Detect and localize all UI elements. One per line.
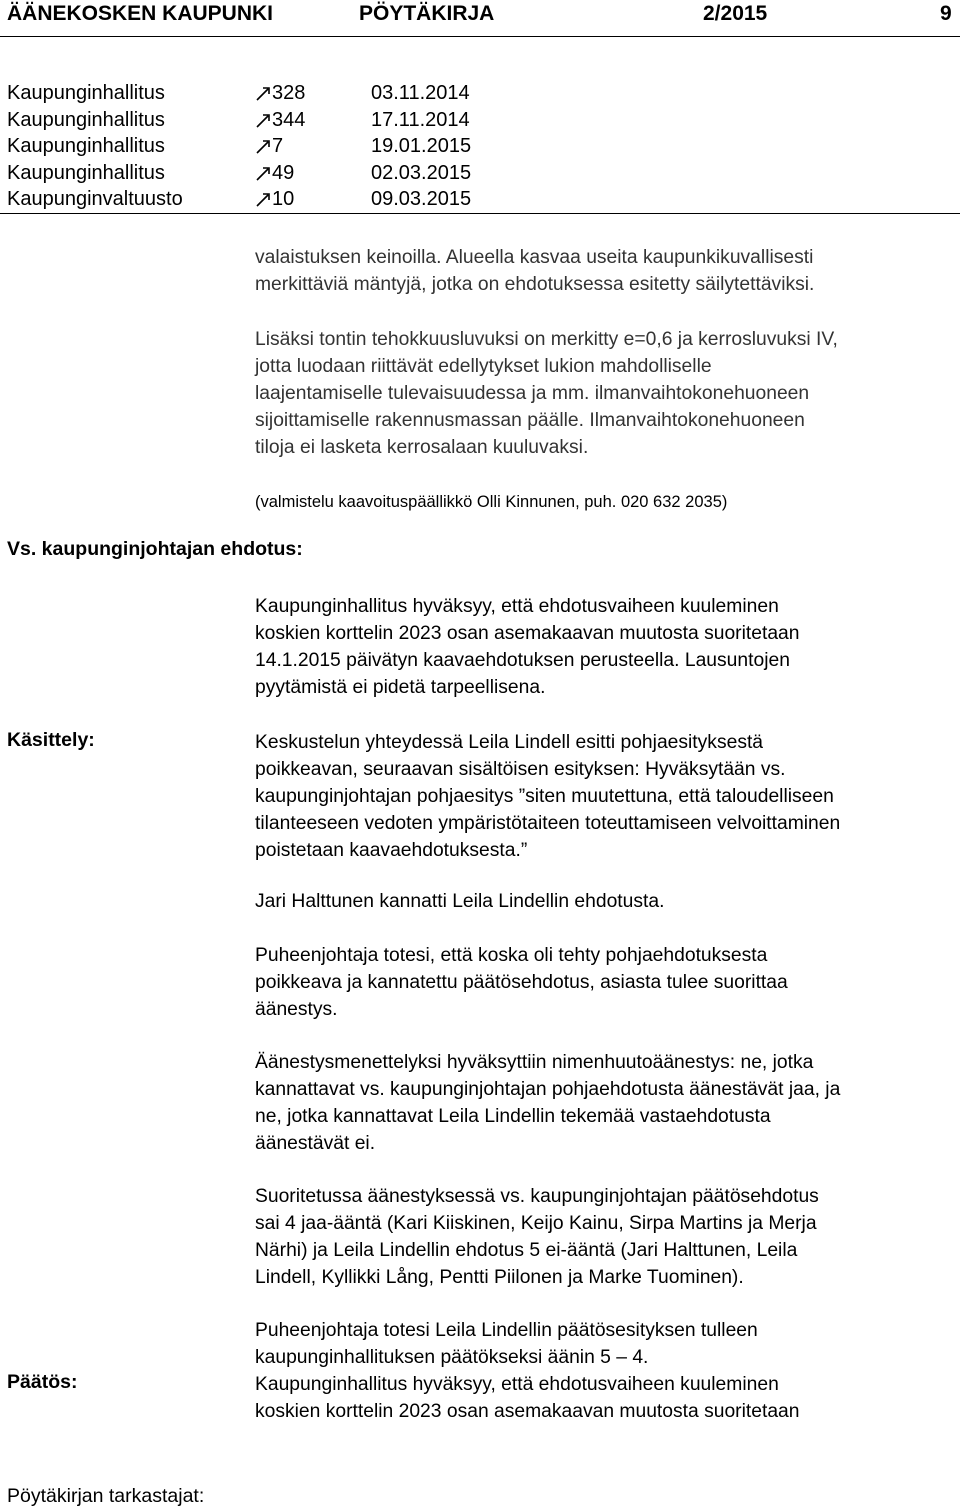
document-number: 2/2015: [703, 2, 768, 25]
history-date: 03.11.2014: [371, 82, 470, 104]
text-line: äänestys.: [255, 999, 338, 1020]
text-line: valaistuksen keinoilla. Alueella kasvaa useita kaupunkikuvallisesti: [255, 247, 814, 268]
arrow-icon: [255, 191, 271, 214]
history-body: Kaupunginhallitus: [7, 161, 165, 184]
history-body: Kaupunginhallitus: [7, 135, 165, 157]
page-header: [0, 0, 960, 30]
text-line: pyytämistä ei pidetä tarpeellisena.: [255, 677, 546, 698]
arrow-icon: [255, 138, 271, 161]
history-number: 7: [272, 135, 284, 157]
arrow-icon: [255, 112, 271, 135]
text-line: kaupunginhallituksen päätökseksi äänin 5 – 4.: [255, 1347, 649, 1368]
history-body: Kaupunginhallitus: [7, 82, 165, 104]
history-number: 344: [272, 108, 306, 131]
text-line: merkittäviä mäntyjä, jotka on ehdotuksessa esitetty säilytettäviksi.: [255, 274, 815, 295]
history-date: 02.03.2015: [371, 161, 472, 184]
arrow-icon: [255, 85, 271, 108]
history-row: [7, 188, 957, 215]
header-divider: [0, 36, 960, 37]
text-line: kannattavat vs. kaupunginjohtajan pohjaehdotusta äänestävät jaa, ja: [255, 1079, 841, 1100]
text-line: tilanteeseen vedoten ympäristötaiteen toteuttamiseen velvoittaminen: [255, 813, 841, 834]
vote-method-paragraph: [255, 1049, 955, 1157]
history-date: 09.03.2015: [371, 188, 472, 210]
proposal-paragraph: [255, 593, 955, 701]
text-line: poistetaan kaavaehdotuksesta.”: [255, 840, 528, 861]
support-paragraph: [255, 888, 955, 915]
history-number: 10: [272, 188, 295, 210]
text-line: Närhi) ja Leila Lindellin ehdotus 5 ei-ääntä (Jari Halttunen, Leila: [255, 1240, 798, 1261]
text-line: Puheenjohtaja totesi Leila Lindellin päätösesityksen tulleen: [255, 1320, 758, 1341]
text-line: sai 4 jaa-ääntä (Kari Kiiskinen, Keijo Kainu, Sirpa Martins ja Merja: [255, 1213, 817, 1234]
history-list: [7, 82, 957, 215]
text-line: Puheenjohtaja totesi, että koska oli tehty pohjaehdotuksesta: [255, 945, 768, 966]
arrow-icon: [255, 165, 271, 188]
city-name: ÄÄNEKOSKEN KAUPUNKI: [7, 2, 274, 25]
text-line: Lisäksi tontin tehokkuusluvuksi on merkitty e=0,6 ja kerrosluvuksi IV,: [255, 329, 838, 350]
text-line: (valmistelu kaavoituspäällikkö Olli Kinnunen, puh. 020 632 2035): [255, 493, 728, 511]
history-date: 19.01.2015: [371, 135, 472, 157]
text-line: jotta luodaan riittävät edellytykset lukion mahdolliselle: [255, 356, 712, 377]
vote-result-paragraph: [255, 1183, 955, 1291]
text-line: laajentamiselle tulevaisuudessa ja mm. ilmanvaihtokonehuoneen: [255, 383, 810, 404]
text-line: Suoritetussa äänestyksessä vs. kaupunginjohtajan päätösehdotus: [255, 1186, 819, 1207]
history-date: 17.11.2014: [371, 108, 470, 131]
page-number: 9: [940, 2, 952, 25]
proposal-label: Vs. kaupunginjohtajan ehdotus:: [7, 538, 303, 560]
text-line: Kaupunginhallitus hyväksyy, että ehdotusvaiheen kuuleminen: [255, 1374, 779, 1395]
reviewers-label: Pöytäkirjan tarkastajat:: [7, 1485, 205, 1507]
vote-needed-paragraph: [255, 942, 955, 1023]
text-line: poikkeava ja kannatettu päätösehdotus, asiasta tulee suorittaa: [255, 972, 788, 993]
text-line: 14.1.2015 päivätyn kaavaehdotuksen perusteella. Lausuntojen: [255, 650, 790, 671]
history-number: 328: [272, 82, 306, 104]
handling-label: Käsittely:: [7, 729, 95, 751]
text-line: Lindell, Kyllikki Lång, Pentti Piilonen ja Marke Tuominen).: [255, 1267, 744, 1288]
history-divider: [0, 213, 960, 214]
decision-paragraph: [255, 1371, 955, 1425]
document-type: PÖYTÄKIRJA: [359, 2, 495, 25]
text-line: Kaupunginhallitus hyväksyy, että ehdotusvaiheen kuuleminen: [255, 596, 779, 617]
text-line: koskien korttelin 2023 osan asemakaavan muutosta suoritetaan: [255, 623, 800, 644]
chair-decision-paragraph: [255, 1317, 955, 1371]
density-paragraph: [255, 326, 955, 461]
history-row: [7, 135, 957, 162]
history-body: Kaupunginvaltuusto: [7, 188, 183, 210]
preparer-note: [255, 489, 955, 516]
text-line: tiloja ei lasketa kerrosalaan kuuluvaksi.: [255, 437, 589, 458]
history-row: [7, 162, 957, 189]
text-line: Keskustelun yhteydessä Leila Lindell esitti pohjaesityksestä: [255, 732, 764, 753]
decision-label: Päätös:: [7, 1371, 78, 1393]
text-line: kaupunginjohtajan pohjaesitys ”siten muutettuna, että taloudelliseen: [255, 786, 834, 807]
text-line: äänestävät ei.: [255, 1133, 376, 1154]
history-body: Kaupunginhallitus: [7, 108, 165, 131]
handling-paragraph: [255, 729, 955, 864]
history-row: [7, 109, 957, 136]
history-number: 49: [272, 161, 295, 184]
text-line: koskien korttelin 2023 osan asemakaavan muutosta suoritetaan: [255, 1401, 800, 1422]
text-line: ne, jotka kannattavat Leila Lindellin tekemää vastaehdotusta: [255, 1106, 771, 1127]
text-line: sijoittamiselle rakennusmassan päälle. Ilmanvaihtokonehuoneen: [255, 410, 805, 431]
text-line: Jari Halttunen kannatti Leila Lindellin ehdotusta.: [255, 891, 665, 912]
intro-paragraph: [255, 244, 955, 298]
history-row: [7, 82, 957, 109]
text-line: poikkeavan, seuraavan sisältöisen esityksen: Hyväksytään vs.: [255, 759, 786, 780]
text-line: Äänestysmenettelyksi hyväksyttiin nimenhuutoäänestys: ne, jotka: [255, 1052, 814, 1073]
